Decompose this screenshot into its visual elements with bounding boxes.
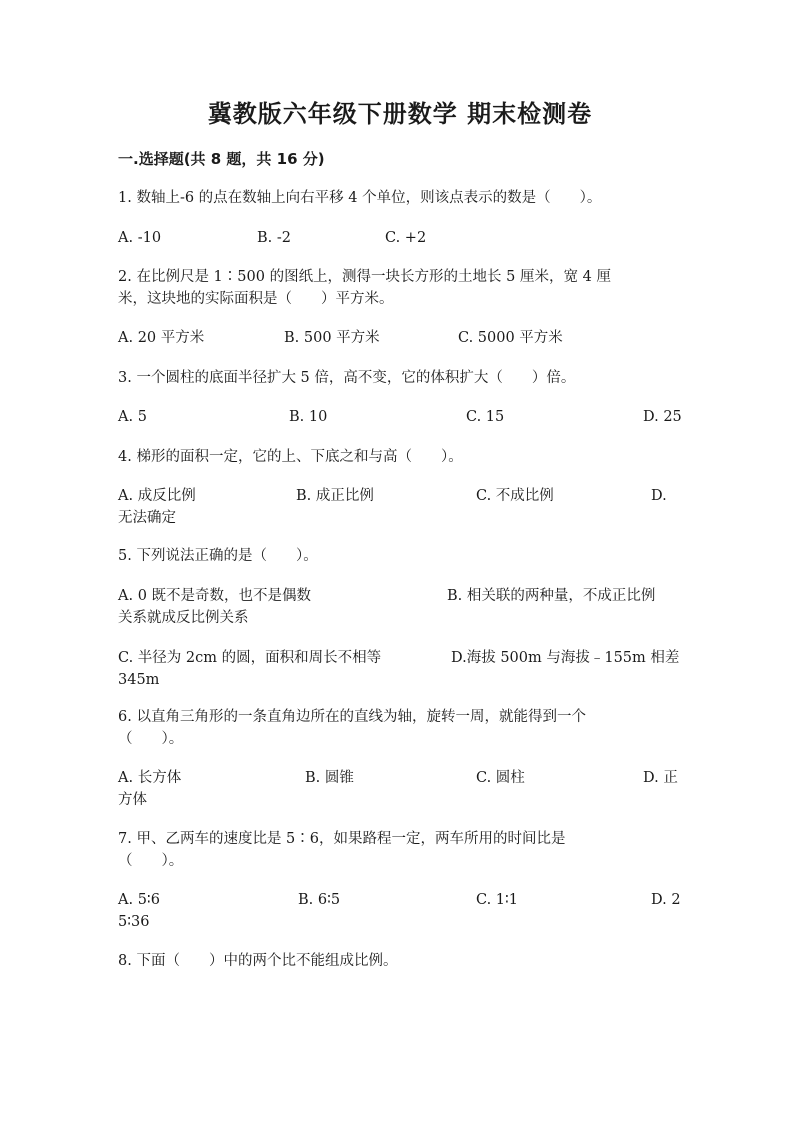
question-3-option-c: C. 15 <box>466 409 505 425</box>
question-5-option-b-continued: 关系就成反比例关系 <box>118 610 249 626</box>
question-1-option-c: C. +2 <box>385 230 427 246</box>
question-6-option-d-continued: 方体 <box>118 792 147 808</box>
question-3-option-b: B. 10 <box>289 409 328 425</box>
question-3-stem: 3. 一个圆柱的底面半径扩大 5 倍，高不变，它的体积扩大（ ）倍。 <box>118 370 576 386</box>
question-7-option-d: D. 2 <box>651 892 681 908</box>
question-2-stem-line2: 米，这块地的实际面积是（ ）平方米。 <box>118 291 394 307</box>
question-3-option-a: A. 5 <box>118 409 147 425</box>
question-5-option-d-continued: 345m <box>118 672 160 688</box>
question-6-stem-line1: 6. 以直角三角形的一条直角边所在的直线为轴，旋转一周，就能得到一个 <box>118 709 586 725</box>
question-4-option-c: C. 不成比例 <box>476 488 554 504</box>
question-8-stem: 8. 下面（ ）中的两个比不能组成比例。 <box>118 953 398 969</box>
question-7-option-c: C. 1∶1 <box>476 892 519 908</box>
question-2-option-c: C. 5000 平方米 <box>458 330 563 346</box>
question-3-option-d: D. 25 <box>643 409 682 425</box>
page-title: 冀教版六年级下册数学 期末检测卷 <box>207 100 593 128</box>
question-6-option-a: A. 长方体 <box>118 770 182 786</box>
question-6-stem-line2: （ ）。 <box>118 731 184 747</box>
section-heading: 一.选择题(共 8 题，共 16 分) <box>118 150 325 168</box>
question-7-option-a: A. 5∶6 <box>118 892 160 908</box>
question-5-option-b: B. 相关联的两种量，不成正比例 <box>447 588 656 604</box>
question-1-stem: 1. 数轴上-6 的点在数轴上向右平移 4 个单位，则该点表示的数是（ ）。 <box>118 190 602 206</box>
question-6-option-c: C. 圆柱 <box>476 770 525 786</box>
question-5-option-a: A. 0 既不是奇数，也不是偶数 <box>118 588 312 604</box>
question-2-stem-line1: 2. 在比例尺是 1∶500 的图纸上，测得一块长方形的土地长 5 厘米，宽 4 厘 <box>118 269 611 285</box>
question-2-option-b: B. 500 平方米 <box>284 330 380 346</box>
question-5-option-c: C. 半径为 2cm 的圆，面积和周长不相等 <box>118 650 382 666</box>
question-6-option-d: D. 正 <box>643 770 678 786</box>
question-1-option-b: B. -2 <box>257 230 291 246</box>
question-4-option-d: D. <box>651 488 667 504</box>
question-6-option-b: B. 圆锥 <box>305 770 354 786</box>
question-5-stem: 5. 下列说法正确的是（ ）。 <box>118 548 318 564</box>
question-2-option-a: A. 20 平方米 <box>118 330 205 346</box>
question-7-stem-line1: 7. 甲、乙两车的速度比是 5∶6，如果路程一定，两车所用的时间比是 <box>118 831 566 847</box>
question-4-option-a: A. 成反比例 <box>118 488 196 504</box>
question-7-option-b: B. 6∶5 <box>298 892 341 908</box>
question-7-stem-line2: （ ）。 <box>118 853 184 869</box>
question-7-option-d-continued: 5∶36 <box>118 914 150 930</box>
question-4-option-d-continued: 无法确定 <box>118 510 176 526</box>
question-1-option-a: A. -10 <box>118 230 162 246</box>
question-4-option-b: B. 成正比例 <box>296 488 374 504</box>
question-5-option-d: D.海拔 500m 与海拔﹣155m 相差 <box>451 650 680 666</box>
question-4-stem: 4. 梯形的面积一定，它的上、下底之和与高（ ）。 <box>118 449 463 465</box>
